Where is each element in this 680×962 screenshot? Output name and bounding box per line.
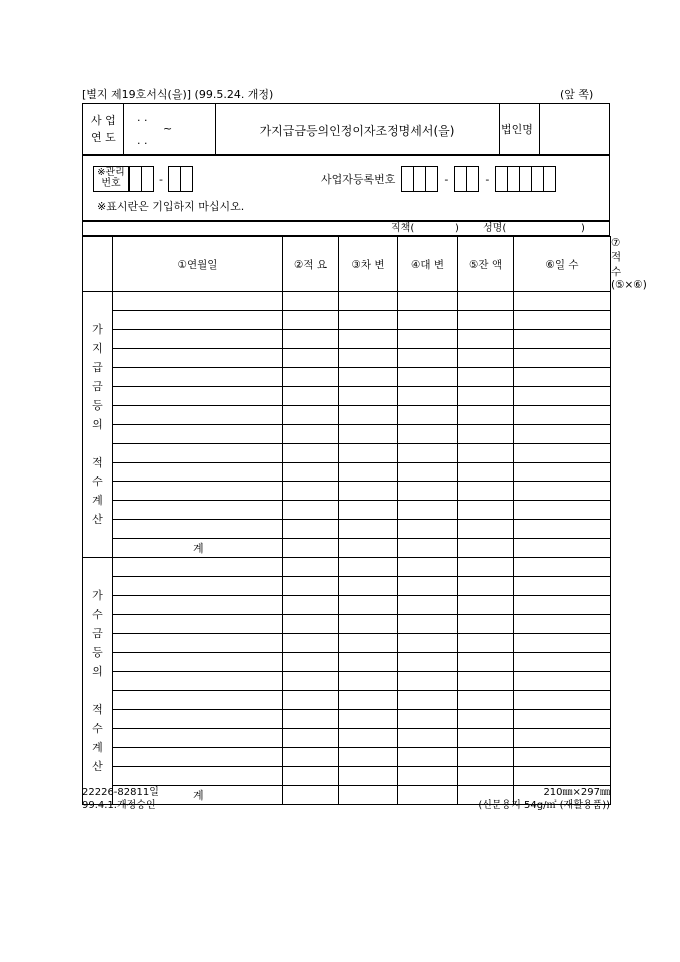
table-cell[interactable] xyxy=(113,691,283,710)
table-cell[interactable] xyxy=(514,672,611,691)
table-cell[interactable] xyxy=(283,292,339,311)
table-cell[interactable] xyxy=(339,368,398,387)
corp-name-label-cell xyxy=(499,104,540,154)
table-cell[interactable] xyxy=(113,349,283,368)
table-cell[interactable] xyxy=(113,767,283,786)
table-cell[interactable] xyxy=(398,729,458,748)
table-cell[interactable] xyxy=(113,425,283,444)
table-cell[interactable] xyxy=(398,501,458,520)
table-cell[interactable] xyxy=(113,520,283,539)
table-cell[interactable] xyxy=(458,463,514,482)
total-cell[interactable] xyxy=(339,539,398,558)
table-cell[interactable] xyxy=(283,615,339,634)
management-number-part2 xyxy=(168,166,193,192)
column-header: ④대 변 xyxy=(398,237,458,292)
total-cell[interactable] xyxy=(398,539,458,558)
table-cell[interactable] xyxy=(458,349,514,368)
table-cell[interactable] xyxy=(283,653,339,672)
note-text: ※표시란은 기입하지 마십시오. xyxy=(97,200,245,213)
table-cell[interactable] xyxy=(398,520,458,539)
table-cell[interactable] xyxy=(458,634,514,653)
table-cell[interactable] xyxy=(339,748,398,767)
table-cell[interactable] xyxy=(514,444,611,463)
table-cell[interactable] xyxy=(514,311,611,330)
table-cell[interactable] xyxy=(398,615,458,634)
approval-date: 99.4.1.개정승인 xyxy=(82,800,156,811)
table-cell[interactable] xyxy=(514,330,611,349)
table-cell[interactable] xyxy=(113,710,283,729)
table-cell[interactable] xyxy=(514,482,611,501)
table-cell[interactable] xyxy=(398,292,458,311)
table-row xyxy=(83,558,611,577)
table-cell[interactable] xyxy=(113,634,283,653)
table-cell[interactable] xyxy=(339,387,398,406)
table-cell[interactable] xyxy=(339,292,398,311)
table-cell[interactable] xyxy=(339,406,398,425)
business-reg-label: 사업자등록번호 xyxy=(321,172,396,186)
table-row xyxy=(83,520,611,539)
table-cell[interactable] xyxy=(339,463,398,482)
table-cell[interactable] xyxy=(283,482,339,501)
reg-number-part3[interactable] xyxy=(495,166,556,192)
table-cell[interactable] xyxy=(514,425,611,444)
table-row xyxy=(83,311,611,330)
table-cell[interactable] xyxy=(339,710,398,729)
table-cell[interactable] xyxy=(339,444,398,463)
table-cell[interactable] xyxy=(398,349,458,368)
table-cell[interactable] xyxy=(398,577,458,596)
table-cell[interactable] xyxy=(458,292,514,311)
table-cell[interactable] xyxy=(283,729,339,748)
table-cell[interactable] xyxy=(398,330,458,349)
table-cell[interactable] xyxy=(398,767,458,786)
table-cell[interactable] xyxy=(113,653,283,672)
total-cell[interactable] xyxy=(458,539,514,558)
table-cell[interactable] xyxy=(283,672,339,691)
table-cell[interactable] xyxy=(514,767,611,786)
total-row xyxy=(83,539,611,558)
table-cell[interactable] xyxy=(514,292,611,311)
table-row xyxy=(83,615,611,634)
table-cell[interactable] xyxy=(398,444,458,463)
table-cell[interactable] xyxy=(514,577,611,596)
table-cell[interactable] xyxy=(113,577,283,596)
table-cell[interactable] xyxy=(458,444,514,463)
table-cell[interactable] xyxy=(514,368,611,387)
business-reg-number: 사업자등록번호 - - xyxy=(321,166,556,192)
table-cell[interactable] xyxy=(113,596,283,615)
table-cell[interactable] xyxy=(458,330,514,349)
table-cell[interactable] xyxy=(398,691,458,710)
table-cell[interactable] xyxy=(514,748,611,767)
column-header: ①연월일 xyxy=(113,237,283,292)
table-cell[interactable] xyxy=(514,691,611,710)
table-cell[interactable] xyxy=(339,558,398,577)
table-cell[interactable] xyxy=(113,501,283,520)
table-cell[interactable] xyxy=(113,672,283,691)
business-year-label: 사 업 연 도 xyxy=(83,104,124,154)
table-row xyxy=(83,634,611,653)
table-cell[interactable] xyxy=(458,767,514,786)
column-header: ②적 요 xyxy=(283,237,339,292)
table-cell[interactable] xyxy=(283,463,339,482)
table-cell[interactable] xyxy=(398,463,458,482)
table-row xyxy=(83,444,611,463)
table-row xyxy=(83,368,611,387)
table-cell[interactable] xyxy=(339,330,398,349)
table-cell[interactable] xyxy=(339,311,398,330)
table-cell[interactable] xyxy=(458,577,514,596)
table-cell[interactable] xyxy=(458,520,514,539)
table-cell[interactable] xyxy=(283,558,339,577)
section1-section-label: 가 지 급 금 등 의 적 수 계 산 xyxy=(83,292,113,558)
table-cell[interactable] xyxy=(514,596,611,615)
table-cell[interactable] xyxy=(283,634,339,653)
table-cell[interactable] xyxy=(514,729,611,748)
table-cell[interactable] xyxy=(339,615,398,634)
corp-name-field[interactable] xyxy=(539,104,609,154)
table-row xyxy=(83,729,611,748)
id-block xyxy=(82,155,610,221)
table-cell[interactable] xyxy=(339,577,398,596)
table-cell[interactable] xyxy=(514,634,611,653)
table-cell[interactable] xyxy=(113,292,283,311)
management-number-part1 xyxy=(129,166,154,192)
table-cell[interactable] xyxy=(283,691,339,710)
table-cell[interactable] xyxy=(113,406,283,425)
table-cell[interactable] xyxy=(458,615,514,634)
table-row xyxy=(83,292,611,311)
table-cell[interactable] xyxy=(514,501,611,520)
table-cell[interactable] xyxy=(458,368,514,387)
table-cell[interactable] xyxy=(458,729,514,748)
reg-number-part2[interactable] xyxy=(454,166,479,192)
page-side-label: (앞 쪽) xyxy=(560,88,594,101)
total-cell[interactable] xyxy=(283,786,339,805)
table-cell[interactable] xyxy=(339,691,398,710)
table-cell[interactable] xyxy=(113,482,283,501)
table-cell[interactable] xyxy=(458,748,514,767)
table-cell[interactable] xyxy=(339,672,398,691)
total-label: 계 xyxy=(113,539,283,558)
table-cell[interactable] xyxy=(398,406,458,425)
table-cell[interactable] xyxy=(398,311,458,330)
table-cell[interactable] xyxy=(339,596,398,615)
table-cell[interactable] xyxy=(398,748,458,767)
table-cell[interactable] xyxy=(113,615,283,634)
table-row xyxy=(83,501,611,520)
paper-size: 210㎜×297㎜ xyxy=(543,787,610,798)
table-cell[interactable] xyxy=(339,520,398,539)
table-cell[interactable] xyxy=(514,406,611,425)
table-cell[interactable] xyxy=(339,482,398,501)
column-header: ③차 변 xyxy=(339,237,398,292)
table-cell[interactable] xyxy=(113,368,283,387)
table-row xyxy=(83,482,611,501)
table-row xyxy=(83,767,611,786)
table-cell[interactable] xyxy=(113,330,283,349)
table-cell[interactable] xyxy=(514,463,611,482)
table-cell[interactable] xyxy=(398,710,458,729)
table-cell[interactable] xyxy=(398,425,458,444)
table-row xyxy=(83,672,611,691)
position-label: 직책( xyxy=(391,223,415,234)
total-cell[interactable] xyxy=(514,539,611,558)
table-row xyxy=(83,330,611,349)
table-row xyxy=(83,349,611,368)
table-cell[interactable] xyxy=(283,501,339,520)
table-cell[interactable] xyxy=(514,349,611,368)
table-cell[interactable] xyxy=(458,482,514,501)
table-cell[interactable] xyxy=(113,748,283,767)
person-row: 직책( ) 성명( ) xyxy=(82,221,610,236)
table-cell[interactable] xyxy=(283,406,339,425)
table-cell[interactable] xyxy=(283,577,339,596)
table-row xyxy=(83,425,611,444)
table-cell[interactable] xyxy=(339,729,398,748)
table-cell[interactable] xyxy=(283,425,339,444)
table-cell[interactable] xyxy=(398,634,458,653)
table-row xyxy=(83,748,611,767)
title-block xyxy=(82,103,610,155)
table-cell[interactable] xyxy=(113,444,283,463)
table-cell[interactable] xyxy=(398,368,458,387)
table-cell[interactable] xyxy=(398,558,458,577)
table-cell[interactable] xyxy=(514,558,611,577)
table-cell[interactable] xyxy=(283,444,339,463)
table-cell[interactable] xyxy=(339,634,398,653)
form-number: [별지 제19호서식(을)] (99.5.24. 개정) xyxy=(82,88,274,101)
table-cell[interactable] xyxy=(283,330,339,349)
table-cell[interactable] xyxy=(283,596,339,615)
table-cell[interactable] xyxy=(113,463,283,482)
table-cell[interactable] xyxy=(514,653,611,672)
table-cell[interactable] xyxy=(283,349,339,368)
table-cell[interactable] xyxy=(339,425,398,444)
table-cell[interactable] xyxy=(398,653,458,672)
table-cell[interactable] xyxy=(458,425,514,444)
paper-spec: (신문용지 54g/㎡ (재활용품)) xyxy=(478,800,610,811)
table-cell[interactable] xyxy=(458,596,514,615)
total-label: 계 xyxy=(113,786,283,805)
table-cell[interactable] xyxy=(514,520,611,539)
table-cell[interactable] xyxy=(458,558,514,577)
table-cell[interactable] xyxy=(113,387,283,406)
table-row xyxy=(83,710,611,729)
table-cell[interactable] xyxy=(398,387,458,406)
reg-number-part1[interactable] xyxy=(401,166,438,192)
table-row xyxy=(83,653,611,672)
name-label: 성명( xyxy=(483,223,507,234)
table-cell[interactable] xyxy=(458,387,514,406)
table-cell[interactable] xyxy=(339,501,398,520)
table-cell[interactable] xyxy=(339,349,398,368)
table-cell[interactable] xyxy=(458,672,514,691)
document-title-cell xyxy=(215,104,500,154)
table-cell[interactable] xyxy=(283,368,339,387)
table-cell[interactable] xyxy=(458,691,514,710)
table-row xyxy=(83,691,611,710)
total-cell[interactable] xyxy=(339,786,398,805)
calculation-table: ①연월일 ②적 요 ③차 변 ④대 변 ⑤잔 액 ⑥일 수 ⑦적수(⑤×⑥) 가 지 급 금 등 의 적 수 계 산 계 가 수 금 등 의 적 수 계 산 계 xyxy=(82,236,611,805)
corner-cell xyxy=(83,237,113,292)
section2-section-label: 가 수 금 등 의 적 수 계 산 xyxy=(83,558,113,805)
business-year-period[interactable]: . . ~ . . xyxy=(123,104,216,154)
management-number: ※관리 번호 - xyxy=(93,166,193,192)
table-cell[interactable] xyxy=(398,482,458,501)
table-cell[interactable] xyxy=(514,615,611,634)
table-cell[interactable] xyxy=(514,710,611,729)
table-cell[interactable] xyxy=(339,767,398,786)
table-cell[interactable] xyxy=(458,406,514,425)
table-cell[interactable] xyxy=(398,596,458,615)
table-cell[interactable] xyxy=(283,311,339,330)
form-code: 22226-82811일 xyxy=(82,787,159,798)
column-header: ⑥일 수 xyxy=(514,237,611,292)
table-row xyxy=(83,577,611,596)
table-cell[interactable] xyxy=(283,520,339,539)
management-number-label: ※관리 번호 xyxy=(93,166,129,192)
table-cell[interactable] xyxy=(283,748,339,767)
table-cell[interactable] xyxy=(113,558,283,577)
table-cell[interactable] xyxy=(339,653,398,672)
table-cell[interactable] xyxy=(514,387,611,406)
document-title: 가지급금등의인정이자조정명세서(을) xyxy=(259,124,455,138)
table-cell[interactable] xyxy=(458,653,514,672)
table-row xyxy=(83,463,611,482)
corp-name-label: 법인명 xyxy=(501,123,533,136)
table-row xyxy=(83,596,611,615)
table-cell[interactable] xyxy=(458,501,514,520)
column-header: ⑤잔 액 xyxy=(458,237,514,292)
table-cell[interactable] xyxy=(283,387,339,406)
total-cell[interactable] xyxy=(283,539,339,558)
table-row xyxy=(83,387,611,406)
table-cell[interactable] xyxy=(113,729,283,748)
table-row xyxy=(83,406,611,425)
table-cell[interactable] xyxy=(398,672,458,691)
table-cell[interactable] xyxy=(458,710,514,729)
table-cell[interactable] xyxy=(458,311,514,330)
table-cell[interactable] xyxy=(113,311,283,330)
table-cell[interactable] xyxy=(283,767,339,786)
table-cell[interactable] xyxy=(283,710,339,729)
